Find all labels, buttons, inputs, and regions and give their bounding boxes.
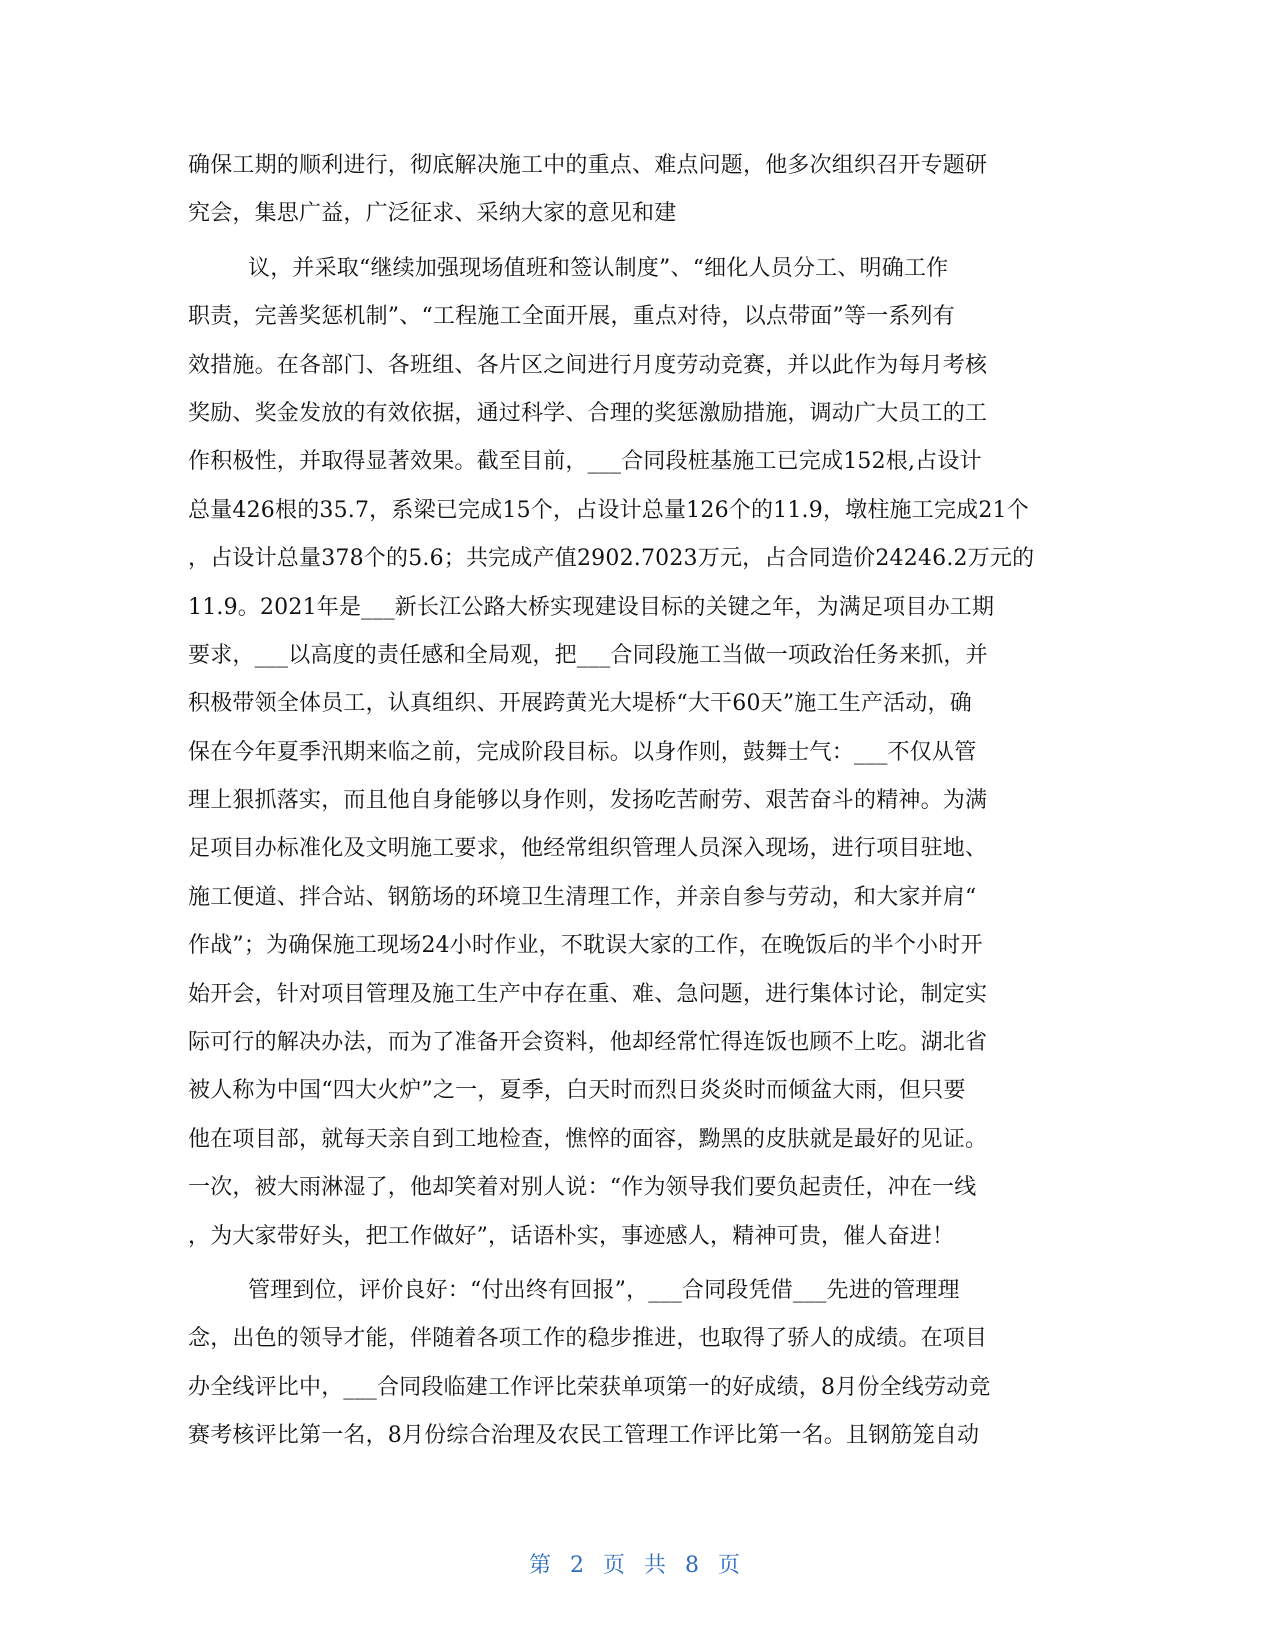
text-line: 足项目办标准化及文明施工要求，他经常组织管理人员深入现场，进行项目驻地、: [188, 836, 988, 862]
text-line: 被人称为中国“四大火炉”之一，夏季，白天时而烈日炎炎时而倾盆大雨，但只要: [188, 1078, 966, 1104]
text-line: 际可行的解决办法，而为了准备开会资料，他却经常忙得连饭也顾不上吃。湖北省: [188, 1030, 988, 1056]
text-line: 议，并采取“继续加强现场值班和签认制度”、“细化人员分工、明确工作: [248, 255, 949, 281]
text-line: ，为大家带好头，把工作做好”，话语朴实，事迹感人，精神可贵，催人奋进！: [188, 1223, 955, 1249]
text-line: 作战”；为确保施工现场24小时作业，不耽误大家的工作，在晚饭后的半个小时开: [188, 933, 983, 959]
page-number-footer: 第 2 页 共 8 页: [529, 1553, 746, 1578]
text-line: 保在今年夏季汛期来临之前，完成阶段目标。以身作则，鼓舞士气：___不仅从管: [188, 739, 977, 765]
text-line: 管理到位，评价良好：“付出终有回报”，___合同段凭借___先进的管理理: [248, 1277, 960, 1303]
text-line: 念，出色的领导才能，伴随着各项工作的稳步推进，也取得了骄人的成绩。在项目: [188, 1326, 988, 1352]
paragraph: [188, 1267, 1088, 1461]
text-line: 效措施。在各部门、各班组、各片区之间进行月度劳动竞赛，并以此作为每月考核: [188, 352, 988, 378]
text-line: 办全线评比中，___合同段临建工作评比荣获单项第一的好成绩，8月份全线劳动竞: [188, 1374, 991, 1400]
paragraph: [188, 245, 1088, 1261]
text-line: 一次，被大雨淋湿了，他却笑着对别人说：“作为领导我们要负起责任，冲在一线: [188, 1175, 977, 1201]
text-line: 作积极性，并取得显著效果。截至目前，___合同段桩基施工已完成152根,占设计: [188, 449, 982, 475]
text-line: 理上狠抓落实，而且他自身能够以身作则，发扬吃苦耐劳、艰苦奋斗的精神。为满: [188, 788, 988, 814]
text-line: 赛考核评比第一名，8月份综合治理及农民工管理工作评比第一名。且钢筋笼自动: [188, 1423, 980, 1449]
text-line: 积极带领全体员工，认真组织、开展跨黄光大堤桥“大干60天”施工生产活动，确: [188, 691, 972, 717]
text-line: 始开会，针对项目管理及施工生产中存在重、难、急问题，进行集体讨论，制定实: [188, 981, 988, 1007]
text-line: 职责，完善奖惩机制”、“工程施工全面开展，重点对待，以点带面”等一系列有: [188, 304, 955, 330]
text-line: 究会，集思广益，广泛征求、采纳大家的意见和建: [188, 201, 677, 227]
document-body: [188, 142, 1088, 1461]
text-line: 奖励、奖金发放的有效依据，通过科学、合理的奖惩激励措施，调动广大员工的工: [188, 400, 988, 426]
text-line: ，占设计总量378个的5.6；共完成产值2902.7023万元，占合同造价24246.2万元的: [188, 546, 1035, 572]
text-line: 确保工期的顺利进行，彻底解决施工中的重点、难点问题，他多次组织召开专题研: [188, 153, 988, 178]
text-line: 总量426根的35.7，系梁已完成15个，占设计总量126个的11.9，墩柱施工完成21个: [188, 497, 1029, 523]
text-line: 11.9。2021年是___新长江公路大桥实现建设目标的关键之年，为满足项目办工期: [188, 594, 995, 620]
paragraph: [188, 142, 1088, 239]
text-line: 施工便道、拌合站、钢筋场的环境卫生清理工作，并亲自参与劳动，和大家并肩“: [188, 884, 977, 910]
text-line: 要求，___以高度的责任感和全局观，把___合同段施工当做一项政治任务来抓，并: [188, 642, 988, 668]
text-line: 他在项目部，就每天亲自到工地检查，憔悴的面容，黝黑的皮肤就是最好的见证。: [188, 1126, 988, 1152]
